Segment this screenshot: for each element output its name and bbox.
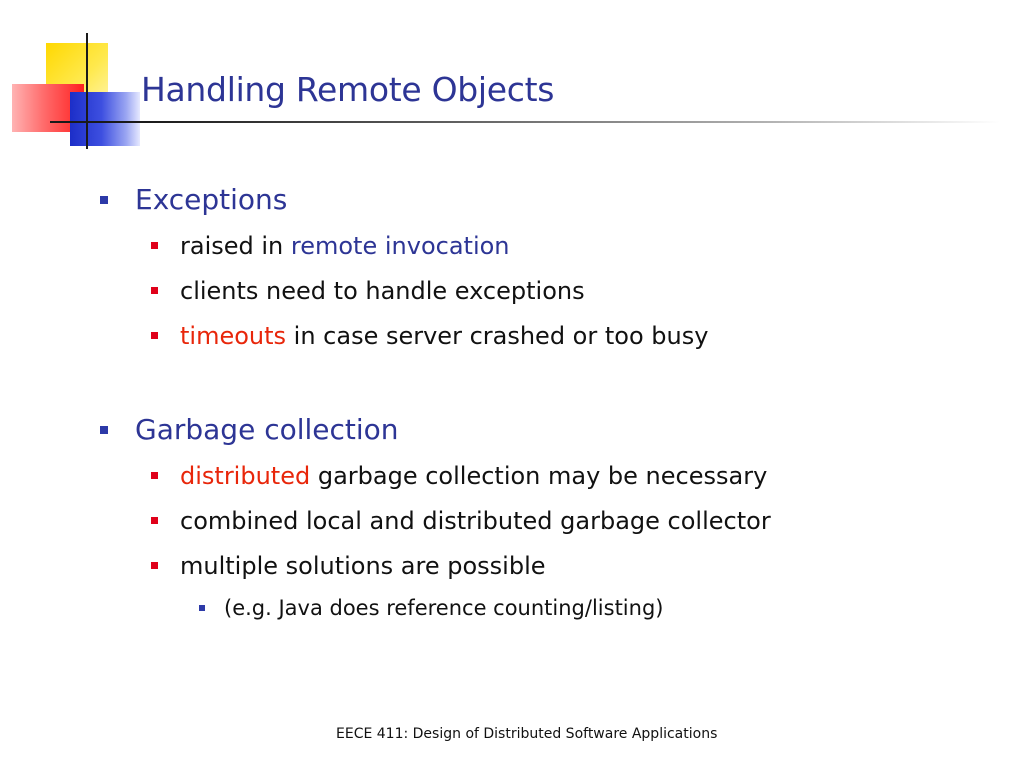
item-text: in case server crashed or too busy <box>286 322 709 350</box>
bullet-combined-gc <box>180 507 771 535</box>
square-bullet-icon <box>151 472 158 479</box>
bullet-garbage-collection <box>135 413 399 446</box>
bullet-clients-handle <box>180 277 585 305</box>
bullet-multiple-solutions <box>180 552 546 580</box>
slide-title: Handling Remote Objects <box>141 70 555 109</box>
bullet-raised-in <box>180 232 510 260</box>
square-bullet-icon <box>199 605 205 611</box>
square-bullet-icon <box>151 332 158 339</box>
item-text: garbage collection may be necessary <box>310 462 768 490</box>
bullet-timeouts <box>180 322 708 350</box>
section-heading: Exceptions <box>135 183 288 216</box>
item-text: (e.g. Java does reference counting/listing) <box>224 596 664 620</box>
square-bullet-icon <box>100 426 108 434</box>
bullet-exceptions <box>135 183 287 216</box>
item-highlight-red: distributed <box>180 462 311 490</box>
item-text: combined local and distributed garbage collector <box>180 507 771 535</box>
slide-footer: EECE 411: Design of Distributed Software Applications <box>336 726 718 742</box>
square-bullet-icon <box>151 517 158 524</box>
item-highlight-red: timeouts <box>180 322 287 350</box>
bullet-distributed-gc <box>180 462 767 490</box>
item-text: clients need to handle exceptions <box>180 277 585 305</box>
item-text: raised in <box>180 232 291 260</box>
section-heading: Garbage collection <box>135 413 399 446</box>
square-bullet-icon <box>151 562 158 569</box>
item-highlight-blue: remote invocation <box>290 232 510 260</box>
item-text: multiple solutions are possible <box>180 552 546 580</box>
square-bullet-icon <box>100 196 108 204</box>
square-bullet-icon <box>151 287 158 294</box>
square-bullet-icon <box>151 242 158 249</box>
bullet-java-example <box>224 596 663 620</box>
